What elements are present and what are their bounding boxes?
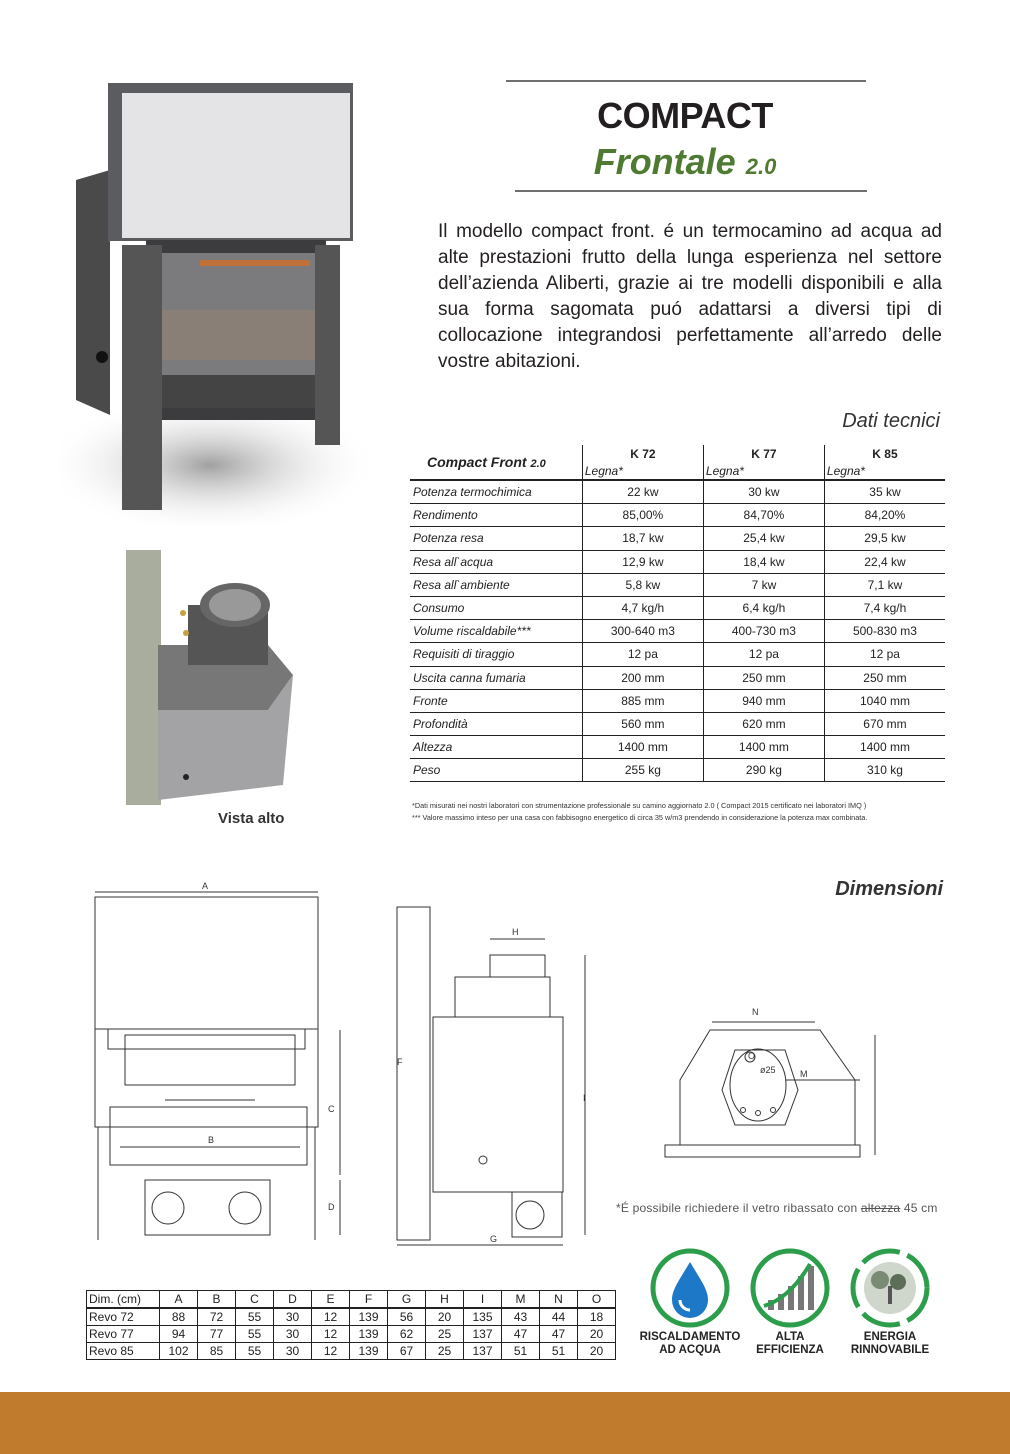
spec-row-label: Fronte	[410, 689, 582, 712]
badge-renewable-line2: RINNOVABILE	[850, 1344, 930, 1356]
dimensions-cell: 47	[502, 1326, 540, 1343]
dim-label-a: A	[202, 881, 209, 891]
dimensions-cell: 51	[502, 1343, 540, 1360]
spec-col-k77: K 77	[703, 445, 824, 463]
fireplace-top-photo	[118, 545, 298, 810]
dimensions-cell: 137	[464, 1326, 502, 1343]
dimensions-cell: 72	[198, 1308, 236, 1326]
dimensions-cell: 55	[236, 1326, 274, 1343]
spec-value: 12 pa	[703, 643, 824, 666]
dimensions-cell: 44	[540, 1308, 578, 1326]
dimensions-cell: 30	[274, 1343, 312, 1360]
dim-label-o: O	[748, 1051, 756, 1061]
dimensions-row-label: Revo 72	[87, 1308, 160, 1326]
dimensions-cell: 25	[426, 1326, 464, 1343]
spec-value: 84,70%	[703, 504, 824, 527]
dimensions-cell: 139	[350, 1343, 388, 1360]
dimensions-table	[86, 1290, 616, 1360]
spec-value: 250 mm	[824, 666, 945, 689]
footer-bar	[0, 1392, 1010, 1454]
badge-efficiency-line2: EFFICIENZA	[756, 1344, 824, 1356]
dim-label-n: N	[752, 1007, 759, 1017]
dimensions-cell: 20	[578, 1343, 616, 1360]
dimensions-cell: 102	[160, 1343, 198, 1360]
spec-value: 1400 mm	[824, 736, 945, 759]
dimensions-cell: 85	[198, 1343, 236, 1360]
spec-value: 18,4 kw	[703, 550, 824, 573]
spec-value: 18,7 kw	[582, 527, 703, 550]
dimensions-row-label: Dim. (cm)	[87, 1291, 160, 1309]
spec-footnote-2: *** Valore massimo inteso per una casa con fabbisogno energetico di circa 35 w/m3 prendendo in considerazione la potenza max combinata.	[412, 813, 868, 822]
dimensions-cell: 77	[198, 1326, 236, 1343]
dimensions-cell: O	[578, 1291, 616, 1309]
spec-footnote-1: *Dati misurati nei nostri laboratori con strumentazione professionale su camino aggiornato 2.0 ( Compact 2015 certificato nei laboratori IMQ )	[412, 801, 867, 810]
spec-value: 25,4 kw	[703, 527, 824, 550]
spec-value: 7,4 kg/h	[824, 596, 945, 619]
spec-row-label: Rendimento	[410, 504, 582, 527]
dimensions-cell: 139	[350, 1308, 388, 1326]
water-drop-icon	[650, 1248, 730, 1328]
spec-col-k85: K 85	[824, 445, 945, 463]
spec-value: 1040 mm	[824, 689, 945, 712]
page-subtitle	[505, 141, 865, 183]
dimensions-row	[87, 1326, 616, 1343]
dimensions-cell: 30	[274, 1308, 312, 1326]
dimensions-cell: N	[540, 1291, 578, 1309]
dimensions-cell: 20	[578, 1326, 616, 1343]
dimensions-header-row	[87, 1291, 616, 1309]
badge-efficiency-line1: ALTA	[775, 1331, 805, 1343]
spec-value: 7 kw	[703, 573, 824, 596]
dimensions-cell: 12	[312, 1343, 350, 1360]
page-title: COMPACT	[597, 95, 773, 136]
spec-fuel-k77: Legna*	[703, 463, 824, 480]
spec-row	[410, 689, 945, 712]
spec-row-label: Potenza resa	[410, 527, 582, 550]
spec-value: 250 mm	[703, 666, 824, 689]
spec-row	[410, 480, 945, 504]
spec-value: 29,5 kw	[824, 527, 945, 550]
dimensions-row	[87, 1308, 616, 1326]
dimensions-cell: E	[312, 1291, 350, 1309]
spec-value: 255 kg	[582, 759, 703, 782]
dimensions-cell: 94	[160, 1326, 198, 1343]
title-bottom-rule	[515, 190, 867, 192]
title-top-rule	[506, 80, 866, 82]
dimensions-cell: 18	[578, 1308, 616, 1326]
glass-note-pre: *É possibile richiedere il vetro ribassato con	[616, 1201, 858, 1215]
spec-row	[410, 550, 945, 573]
dimensions-cell: M	[502, 1291, 540, 1309]
spec-row	[410, 666, 945, 689]
top-view-drawing	[660, 1005, 890, 1170]
dimensions-cell: A	[160, 1291, 198, 1309]
spec-value: 22 kw	[582, 480, 703, 504]
spec-value: 560 mm	[582, 712, 703, 735]
spec-value: 12 pa	[582, 643, 703, 666]
side-view-drawing	[385, 895, 605, 1250]
spec-value: 7,1 kw	[824, 573, 945, 596]
spec-row-label: Resa all`ambiente	[410, 573, 582, 596]
spec-value: 400-730 m3	[703, 620, 824, 643]
spec-value: 84,20%	[824, 504, 945, 527]
spec-fuel-k72: Legna*	[582, 463, 703, 480]
dimensions-cell: 51	[540, 1343, 578, 1360]
spec-value: 6,4 kg/h	[703, 596, 824, 619]
spec-row	[410, 527, 945, 550]
spec-row	[410, 643, 945, 666]
subtitle-version: 2.0	[745, 154, 777, 179]
spec-model-name: Compact Front	[427, 454, 527, 470]
dimensions-cell: I	[464, 1291, 502, 1309]
dimensions-heading: Dimensioni	[835, 878, 943, 900]
spec-row-label: Volume riscaldabile***	[410, 620, 582, 643]
spec-row-label: Uscita canna fumaria	[410, 666, 582, 689]
spec-row	[410, 596, 945, 619]
dimensions-cell: 43	[502, 1308, 540, 1326]
dimensions-cell: 88	[160, 1308, 198, 1326]
spec-row	[410, 759, 945, 782]
dimensions-cell: 55	[236, 1343, 274, 1360]
dimensions-cell: F	[350, 1291, 388, 1309]
spec-value: 500-830 m3	[824, 620, 945, 643]
dimensions-cell: 30	[274, 1326, 312, 1343]
dimensions-row-label: Revo 77	[87, 1326, 160, 1343]
dimensions-row	[87, 1343, 616, 1360]
badge-label-renewable	[830, 1331, 950, 1357]
dimensions-cell: 12	[312, 1326, 350, 1343]
dimensions-cell: 55	[236, 1308, 274, 1326]
dimensions-cell: 62	[388, 1326, 426, 1343]
spec-row	[410, 504, 945, 527]
dim-label-i: I	[583, 1093, 586, 1103]
dimensions-cell: 20	[426, 1308, 464, 1326]
spec-row	[410, 620, 945, 643]
dimensions-cell: 137	[464, 1343, 502, 1360]
intro-paragraph: Il modello compact front. é un termocamino ad acqua ad alte prestazioni frutto della lunga esperienza nel settore dell’azienda Aliberti, grazie ai tre modelli disponibili e alla sua forma sagomata puó adattarsi a diversi tipi di collocazione integrandosi perfettamente all’arredo delle vostre abitazioni.	[438, 221, 942, 372]
spec-value: 300-640 m3	[582, 620, 703, 643]
spec-value: 12,9 kw	[582, 550, 703, 573]
spec-row	[410, 712, 945, 735]
spec-value: 885 mm	[582, 689, 703, 712]
spec-value: 290 kg	[703, 759, 824, 782]
dim-label-g: G	[490, 1234, 498, 1244]
spec-row-label: Peso	[410, 759, 582, 782]
spec-value: 200 mm	[582, 666, 703, 689]
glass-note-post: 45 cm	[903, 1201, 938, 1215]
spec-row-label: Requisiti di tiraggio	[410, 643, 582, 666]
dimensions-cell: 25	[426, 1343, 464, 1360]
growth-chart-icon	[750, 1248, 830, 1328]
dim-label-m: M	[800, 1069, 808, 1079]
spec-body	[410, 480, 945, 782]
specs-heading: Dati tecnici	[842, 410, 940, 432]
dim-label-h: H	[512, 927, 519, 937]
spec-value: 12 pa	[824, 643, 945, 666]
front-view-drawing	[80, 875, 350, 1250]
spec-row	[410, 736, 945, 759]
dim-label-d: D	[328, 1202, 335, 1212]
badge-renewable-line1: ENERGIA	[863, 1331, 917, 1343]
spec-value: 620 mm	[703, 712, 824, 735]
dimensions-row-label: Revo 85	[87, 1343, 160, 1360]
spec-table	[410, 445, 945, 782]
dimensions-cell: C	[236, 1291, 274, 1309]
dimensions-cell: 135	[464, 1308, 502, 1326]
glass-note-strike: altezza	[860, 1201, 901, 1215]
dimensions-cell: 67	[388, 1343, 426, 1360]
spec-model-cell	[410, 445, 582, 480]
dimensions-cell: 12	[312, 1308, 350, 1326]
spec-row-label: Consumo	[410, 596, 582, 619]
spec-value: 4,7 kg/h	[582, 596, 703, 619]
subtitle-text: Frontale	[593, 141, 736, 182]
spec-fuel-k85: Legna*	[824, 463, 945, 480]
badge-water-line2: AD ACQUA	[659, 1344, 721, 1356]
spec-header-row	[410, 445, 945, 463]
dim-label-f: F	[397, 1057, 403, 1067]
dimensions-cell: 47	[540, 1326, 578, 1343]
dimensions-cell: B	[198, 1291, 236, 1309]
spec-row-label: Resa all`acqua	[410, 550, 582, 573]
dim-label-dia: ø25	[760, 1065, 776, 1075]
dimensions-cell: 56	[388, 1308, 426, 1326]
spec-value: 1400 mm	[703, 736, 824, 759]
spec-value: 310 kg	[824, 759, 945, 782]
glass-note	[616, 1201, 938, 1215]
spec-value: 30 kw	[703, 480, 824, 504]
dimensions-table-body	[87, 1291, 616, 1360]
spec-model-version: 2.0	[530, 458, 546, 470]
dim-label-b: B	[208, 1135, 215, 1145]
dimensions-cell: H	[426, 1291, 464, 1309]
spec-value: 940 mm	[703, 689, 824, 712]
spec-row-label: Potenza termochimica	[410, 480, 582, 504]
badge-water-line1: RISCALDAMENTO	[639, 1331, 741, 1343]
spec-value: 670 mm	[824, 712, 945, 735]
spec-value: 5,8 kw	[582, 573, 703, 596]
dim-label-c: C	[328, 1104, 335, 1114]
photo-caption: Vista alto	[218, 810, 285, 827]
spec-value: 85,00%	[582, 504, 703, 527]
fireplace-front-photo	[60, 75, 380, 525]
spec-value: 22,4 kw	[824, 550, 945, 573]
spec-row	[410, 573, 945, 596]
spec-row-label: Altezza	[410, 736, 582, 759]
dimensions-cell: G	[388, 1291, 426, 1309]
dimensions-cell: D	[274, 1291, 312, 1309]
dimensions-cell: 139	[350, 1326, 388, 1343]
spec-row-label: Profondità	[410, 712, 582, 735]
spec-value: 1400 mm	[582, 736, 703, 759]
renewable-leaf-icon	[850, 1248, 930, 1328]
spec-col-k72: K 72	[582, 445, 703, 463]
spec-value: 35 kw	[824, 480, 945, 504]
